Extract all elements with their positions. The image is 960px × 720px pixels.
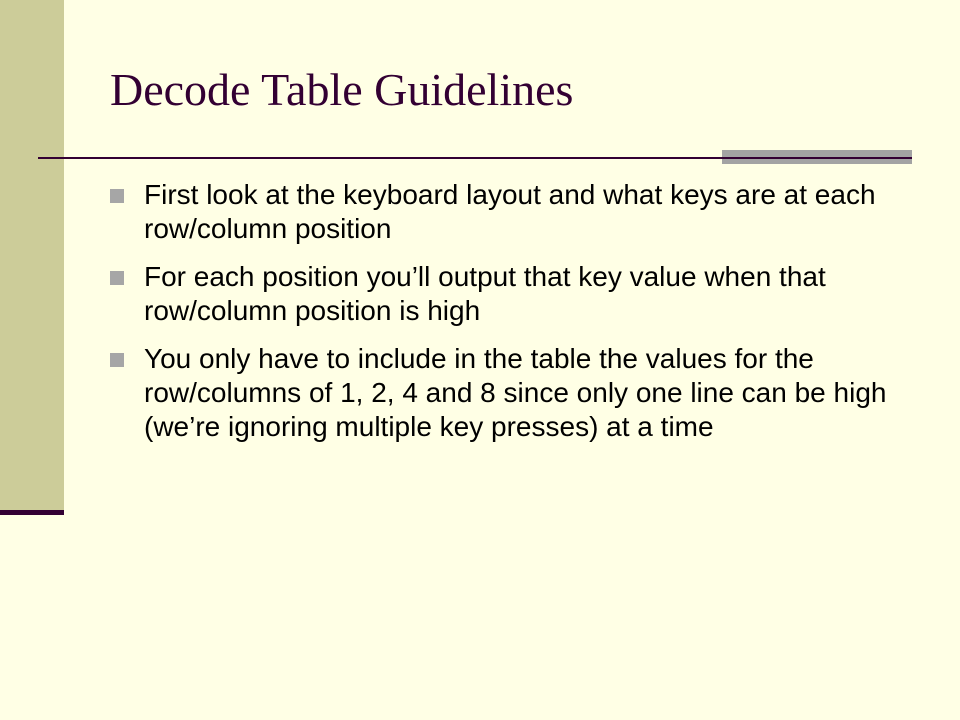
bullet-list	[110, 178, 910, 458]
square-bullet-icon	[110, 271, 124, 285]
square-bullet-icon	[110, 353, 124, 367]
bullet-text: First look at the keyboard layout and what keys are at each row/column position	[144, 179, 876, 244]
square-bullet-icon	[110, 189, 124, 203]
left-accent-bar	[0, 510, 64, 515]
bullet-text: You only have to include in the table the values for the row/columns of 1, 2, 4 and 8 since only one line can be high (we’re ignoring multiple key presses) at a time	[144, 343, 887, 442]
bullet-item	[110, 342, 910, 444]
bullet-item	[110, 260, 910, 328]
bullet-item	[110, 178, 910, 246]
title-rule	[38, 157, 912, 159]
left-decorative-band	[0, 0, 64, 510]
slide-title: Decode Table Guidelines	[110, 64, 574, 115]
bullet-text: For each position you’ll output that key value when that row/column position is high	[144, 261, 826, 326]
